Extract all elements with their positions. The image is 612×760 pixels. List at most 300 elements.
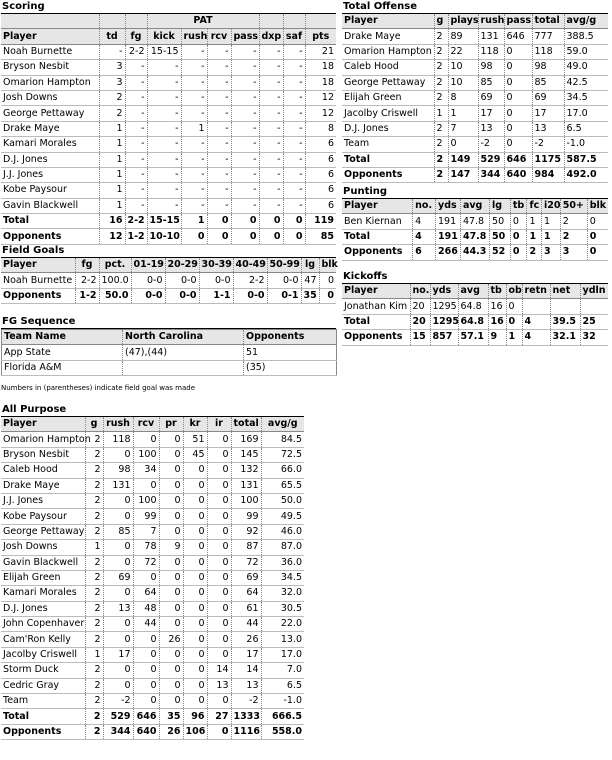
stat-cell: 0: [207, 617, 231, 632]
column-header: Player: [1, 258, 75, 273]
stat-cell: 48: [133, 601, 159, 616]
column-header: North Carolina: [123, 330, 244, 345]
stat-cell: 0: [159, 570, 183, 585]
table-row: [342, 75, 608, 90]
stat-cell: 1: [85, 540, 103, 555]
total-cell: 1: [181, 214, 207, 229]
total-offense-table: [342, 14, 608, 183]
stat-cell: 2: [85, 447, 103, 462]
column-header: blk: [319, 258, 336, 273]
table-row: [1, 586, 304, 601]
table-row: [1, 121, 336, 136]
stat-cell: 1: [542, 214, 561, 229]
table-row: [1, 44, 336, 59]
total-cell: 0: [231, 229, 259, 244]
stat-cell: -: [231, 90, 259, 105]
scoring-section: [1, 1, 336, 245]
total-cell: 10-10: [147, 229, 181, 244]
stat-cell: -: [147, 183, 181, 198]
column-header: 20-29: [165, 258, 199, 273]
stat-cell: 18: [305, 75, 336, 90]
total-cell: 0: [319, 288, 336, 303]
column-header: total: [231, 417, 261, 432]
stat-cell: 1: [85, 647, 103, 662]
stat-cell: -: [259, 60, 283, 75]
column-header: Player: [1, 29, 99, 44]
total-label: Opponents: [342, 330, 410, 345]
column-header: tb: [510, 199, 527, 214]
column-header: net: [550, 284, 580, 299]
stat-cell: 0: [183, 509, 207, 524]
stat-cell: -: [231, 75, 259, 90]
stat-cell: 13: [103, 601, 133, 616]
stat-cell: -: [125, 90, 147, 105]
table-row: [1, 478, 304, 493]
total-row: [1, 214, 336, 229]
stat-cell: 131: [478, 29, 504, 44]
stat-cell: -: [147, 137, 181, 152]
stat-cell: -: [283, 167, 305, 182]
total-cell: 9: [488, 330, 506, 345]
stat-cell: 0: [159, 555, 183, 570]
column-header: pts: [305, 29, 336, 44]
stat-cell: 0: [183, 617, 207, 632]
player-name: John Copenhaver: [1, 617, 85, 632]
stat-cell: 6: [305, 152, 336, 167]
total-row: [342, 330, 608, 345]
column-header: ydln: [580, 284, 608, 299]
stat-cell: 3: [99, 75, 125, 90]
player-name: Jonathan Kim: [342, 299, 410, 314]
stat-cell: 2: [85, 570, 103, 585]
stat-cell: 777: [532, 29, 564, 44]
stat-cell: 0: [183, 524, 207, 539]
stat-cell: -2: [478, 137, 504, 152]
table-row: [1, 493, 304, 508]
total-label: Total: [342, 314, 410, 329]
stat-cell: -: [181, 75, 207, 90]
total-cell: 15-15: [147, 214, 181, 229]
total-cell: 1175: [532, 152, 564, 167]
stat-cell: 646: [504, 29, 532, 44]
stat-cell: 0: [207, 524, 231, 539]
player-name: Elijah Green: [1, 570, 85, 585]
stat-cell: 100.0: [99, 273, 131, 288]
total-cell: 50.0: [99, 288, 131, 303]
stat-cell: 61: [231, 601, 261, 616]
stat-cell: 0: [183, 555, 207, 570]
stat-cell: 131: [231, 478, 261, 493]
stat-cell: 0: [183, 540, 207, 555]
stat-cell: -: [181, 183, 207, 198]
stat-cell: -: [125, 137, 147, 152]
total-cell: 44.3: [460, 245, 489, 260]
total-cell: 646: [133, 709, 159, 724]
stat-cell: 0: [504, 90, 532, 105]
punting-section: [342, 186, 608, 261]
total-label: Total: [1, 214, 99, 229]
total-cell: 26: [159, 724, 183, 739]
stat-cell: 0: [207, 570, 231, 585]
stat-cell: 2: [434, 60, 448, 75]
stat-cell: -: [147, 121, 181, 136]
player-name: Team: [1, 694, 85, 709]
stat-cell: -: [147, 90, 181, 105]
player-name: George Pettaway: [1, 106, 99, 121]
section-title: FG Sequence: [1, 316, 336, 329]
stat-cell: 50.0: [261, 493, 304, 508]
stat-cell: -: [147, 152, 181, 167]
stat-cell: 15-15: [147, 44, 181, 59]
stat-cell: [580, 299, 608, 314]
stat-cell: 17: [103, 647, 133, 662]
player-name: Team: [342, 137, 434, 152]
stat-cell: 2-2: [233, 273, 267, 288]
stat-cell: 2: [85, 432, 103, 447]
player-name: Josh Downs: [1, 90, 99, 105]
total-cell: 1: [542, 229, 561, 244]
player-name: Florida A&M: [2, 360, 123, 375]
stat-cell: 0: [133, 478, 159, 493]
stat-cell: 64.8: [458, 299, 488, 314]
stat-cell: 0: [207, 432, 231, 447]
total-cell: 0: [207, 724, 231, 739]
stat-cell: 2: [99, 90, 125, 105]
stat-cell: 45: [183, 447, 207, 462]
table-row: [1, 555, 304, 570]
total-cell: 39.5: [550, 314, 580, 329]
total-cell: 0: [510, 245, 527, 260]
stat-cell: 8: [448, 90, 478, 105]
column-header: lg: [490, 199, 511, 214]
all-purpose-table: [1, 417, 304, 740]
column-header: rcv: [207, 29, 231, 44]
stat-cell: 132: [231, 463, 261, 478]
stat-cell: -: [283, 106, 305, 121]
stat-cell: [123, 360, 244, 375]
column-header: pass: [504, 14, 532, 29]
stat-cell: 2: [85, 678, 103, 693]
column-header: no.: [410, 284, 430, 299]
stat-cell: -: [207, 137, 231, 152]
header-row: [342, 14, 608, 29]
stat-cell: 17.0: [564, 106, 608, 121]
stat-cell: 100: [133, 493, 159, 508]
section-title: Field Goals: [1, 245, 336, 258]
stat-cell: -2: [532, 137, 564, 152]
stat-cell: 85: [478, 75, 504, 90]
stat-cell: 0: [133, 432, 159, 447]
stat-cell: 22.0: [261, 617, 304, 632]
stat-cell: -: [125, 106, 147, 121]
stat-cell: 72: [133, 555, 159, 570]
stat-cell: 2: [99, 106, 125, 121]
player-name: Omarion Hampton: [1, 75, 99, 90]
stat-cell: -: [125, 60, 147, 75]
total-offense-section: [342, 1, 608, 183]
stat-cell: -: [231, 121, 259, 136]
column-header: kr: [183, 417, 207, 432]
stat-cell: -: [231, 44, 259, 59]
stat-cell: 1: [99, 198, 125, 213]
stat-cell: -: [207, 198, 231, 213]
table-row: [2, 345, 337, 360]
total-cell: 32: [580, 330, 608, 345]
stat-cell: 34.5: [261, 570, 304, 585]
stat-cell: 7: [133, 524, 159, 539]
table-row: [1, 167, 336, 182]
table-row: [1, 152, 336, 167]
stat-cell: -: [181, 90, 207, 105]
column-header: 01-19: [131, 258, 165, 273]
stat-cell: (47),(44): [123, 345, 244, 360]
stat-cell: 0: [103, 555, 133, 570]
stat-cell: 87.0: [261, 540, 304, 555]
stat-cell: 6: [305, 183, 336, 198]
stat-cell: 51: [244, 345, 337, 360]
stat-cell: 2: [434, 90, 448, 105]
stat-cell: 0: [207, 632, 231, 647]
column-header: total: [532, 14, 564, 29]
stat-cell: 2: [434, 121, 448, 136]
stat-cell: 118: [532, 44, 564, 59]
stat-cell: 6.5: [261, 678, 304, 693]
stat-cell: 2-2: [125, 44, 147, 59]
column-header: blk: [587, 199, 608, 214]
player-name: Jacolby Criswell: [1, 647, 85, 662]
stat-cell: 65.5: [261, 478, 304, 493]
stat-cell: -: [125, 121, 147, 136]
table-row: [1, 678, 304, 693]
stat-cell: -2: [103, 694, 133, 709]
player-name: Gavin Blackwell: [1, 198, 99, 213]
total-cell: 3: [560, 245, 587, 260]
stat-cell: 145: [231, 447, 261, 462]
stat-cell: -: [181, 167, 207, 182]
stat-cell: (35): [244, 360, 337, 375]
stat-cell: 69: [103, 570, 133, 585]
column-header: pr: [159, 417, 183, 432]
total-cell: 1: [527, 229, 542, 244]
stat-cell: 0: [504, 44, 532, 59]
stat-cell: 0: [103, 663, 133, 678]
stat-cell: 0: [133, 663, 159, 678]
total-row: [342, 229, 608, 244]
player-name: J.J. Jones: [1, 167, 99, 182]
stat-cell: 72.5: [261, 447, 304, 462]
stat-cell: 0: [207, 478, 231, 493]
total-cell: 149: [448, 152, 478, 167]
stat-cell: 20: [410, 299, 430, 314]
table-row: [1, 601, 304, 616]
stat-cell: 13: [532, 121, 564, 136]
stat-cell: 21: [305, 44, 336, 59]
stat-cell: 13: [478, 121, 504, 136]
column-header: fc: [527, 199, 542, 214]
stat-cell: -: [259, 183, 283, 198]
total-cell: 64.8: [458, 314, 488, 329]
stat-cell: -: [125, 167, 147, 182]
total-cell: 0: [259, 214, 283, 229]
stat-cell: 2: [560, 214, 587, 229]
player-name: Josh Downs: [1, 540, 85, 555]
table-row: [342, 44, 608, 59]
total-cell: 57.1: [458, 330, 488, 345]
stat-cell: 1: [527, 214, 542, 229]
total-cell: 529: [478, 152, 504, 167]
player-name: Drake Maye: [1, 478, 85, 493]
stat-cell: 0-0: [267, 273, 301, 288]
table-row: [2, 360, 337, 375]
pat-group-header: PAT: [147, 14, 259, 29]
table-row: [1, 617, 304, 632]
total-cell: 2: [85, 709, 103, 724]
stat-cell: 2: [85, 493, 103, 508]
table-row: [342, 214, 608, 229]
total-cell: 0: [283, 229, 305, 244]
stat-cell: 0: [587, 214, 608, 229]
stat-cell: 2: [85, 663, 103, 678]
stat-cell: 0: [103, 447, 133, 462]
stat-cell: 0: [506, 299, 522, 314]
player-name: Bryson Nesbit: [1, 447, 85, 462]
total-cell: 0: [283, 214, 305, 229]
total-label: Opponents: [1, 724, 85, 739]
total-cell: 2: [434, 152, 448, 167]
table-row: [342, 90, 608, 105]
stat-cell: 2: [85, 694, 103, 709]
stat-cell: 118: [478, 44, 504, 59]
total-cell: 587.5: [564, 152, 608, 167]
stat-cell: -: [283, 137, 305, 152]
stat-cell: -: [207, 75, 231, 90]
stat-cell: 0: [103, 493, 133, 508]
stat-cell: 49.5: [261, 509, 304, 524]
stat-cell: -: [283, 121, 305, 136]
total-cell: 1-2: [125, 229, 147, 244]
stat-cell: 0: [183, 663, 207, 678]
stat-cell: -: [259, 90, 283, 105]
stat-cell: 10: [448, 60, 478, 75]
total-label: Total: [1, 709, 85, 724]
total-cell: 85: [305, 229, 336, 244]
stat-cell: -: [125, 75, 147, 90]
stat-cell: 50: [490, 214, 511, 229]
column-header: kick: [147, 29, 181, 44]
total-cell: 0-0: [233, 288, 267, 303]
player-name: Bryson Nesbit: [1, 60, 99, 75]
stat-cell: 1: [448, 106, 478, 121]
stat-cell: -: [147, 198, 181, 213]
stat-cell: 2: [85, 586, 103, 601]
total-cell: 4: [413, 229, 436, 244]
column-header: td: [99, 29, 125, 44]
stat-cell: 0: [159, 694, 183, 709]
total-cell: 1116: [231, 724, 261, 739]
total-cell: 0: [207, 229, 231, 244]
stat-cell: 1: [99, 183, 125, 198]
stat-cell: -: [231, 167, 259, 182]
total-cell: 0: [587, 245, 608, 260]
stat-cell: 0: [504, 60, 532, 75]
stat-cell: 0: [319, 273, 336, 288]
stat-cell: 17.0: [261, 647, 304, 662]
total-cell: 4: [522, 314, 550, 329]
stat-cell: 2-2: [75, 273, 99, 288]
stat-cell: -: [283, 183, 305, 198]
stat-cell: 98: [103, 463, 133, 478]
column-header: 30-39: [199, 258, 233, 273]
player-name: Caleb Hood: [1, 463, 85, 478]
column-header: Player: [342, 284, 410, 299]
table-row: [342, 29, 608, 44]
stat-cell: 0: [159, 601, 183, 616]
stat-cell: 0-0: [165, 273, 199, 288]
stat-cell: 44: [231, 617, 261, 632]
stat-cell: 30.5: [261, 601, 304, 616]
stat-cell: 1: [99, 121, 125, 136]
stat-cell: -: [259, 121, 283, 136]
stat-cell: 0: [133, 678, 159, 693]
stat-cell: 0: [159, 647, 183, 662]
stat-cell: -: [147, 60, 181, 75]
stat-cell: -: [125, 183, 147, 198]
column-header: pct.: [99, 258, 131, 273]
table-row: [342, 137, 608, 152]
stat-cell: 89: [448, 29, 478, 44]
stat-cell: 0: [159, 617, 183, 632]
total-row: [1, 724, 304, 739]
total-cell: 529: [103, 709, 133, 724]
stat-cell: 0: [207, 463, 231, 478]
section-title: Punting: [342, 186, 608, 199]
total-cell: 0: [207, 214, 231, 229]
column-header: Player: [342, 199, 413, 214]
stat-cell: 47: [301, 273, 319, 288]
stat-cell: 98: [532, 60, 564, 75]
stat-cell: -: [283, 198, 305, 213]
stat-cell: 0: [504, 75, 532, 90]
scoring-table: [1, 14, 336, 245]
total-label: Opponents: [342, 167, 434, 182]
player-name: George Pettaway: [342, 75, 434, 90]
total-cell: 666.5: [261, 709, 304, 724]
total-cell: 344: [478, 167, 504, 182]
stat-cell: 2: [434, 44, 448, 59]
stat-cell: 0: [510, 214, 527, 229]
total-cell: 52: [490, 245, 511, 260]
total-cell: 191: [436, 229, 461, 244]
stat-cell: 64: [231, 586, 261, 601]
stat-cell: 34: [133, 463, 159, 478]
total-cell: 0-1: [267, 288, 301, 303]
column-header: fg: [75, 258, 99, 273]
stat-cell: 1: [99, 152, 125, 167]
column-header: g: [434, 14, 448, 29]
stat-cell: 26: [231, 632, 261, 647]
stat-cell: -: [231, 152, 259, 167]
table-row: [1, 540, 304, 555]
stat-cell: -: [283, 60, 305, 75]
stat-cell: 59.0: [564, 44, 608, 59]
stat-cell: 17: [478, 106, 504, 121]
stat-cell: -: [283, 152, 305, 167]
stat-cell: -: [207, 152, 231, 167]
stat-cell: 13: [231, 678, 261, 693]
total-cell: 2-2: [125, 214, 147, 229]
table-row: [1, 198, 336, 213]
stat-cell: 1: [181, 121, 207, 136]
